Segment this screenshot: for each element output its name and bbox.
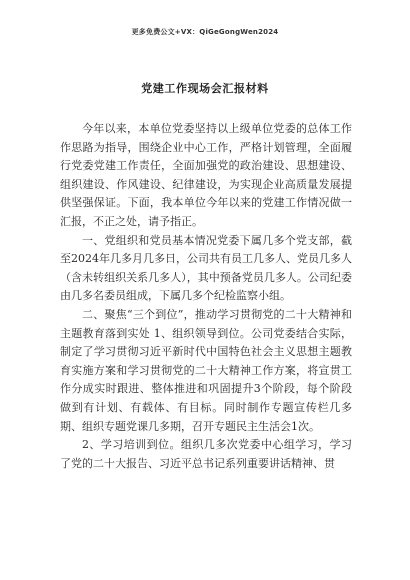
paragraph-intro: 今年以来，本单位党委坚持以上级单位党委的总体工作作思路为指导，围绕企业中心工作，严格计划管理，全面履行党委党建工作责任，全面加强党的政治建设、思想建设、组织建设、作风建设、纪律建设，为实现企业高质量发展提供坚强保证。下面，我本单位今年以来的党建工作情况做一汇报，不正之处，请予指正。 <box>60 122 352 228</box>
paragraph-section-2: 二、聚焦“三个到位”，推动学习贯彻党的二十大精神和主题教育落到实处 1、组织领导到位。公司党委结合实际，制定了学习贯彻习近平新时代中国特色社会主义思想主题教育实施方案和学习贯彻党的二十大精神工作方案，将宣贯工作分成实时跟进、整体推进和巩固提升3个阶段，每个阶段做到有计划、有载体、有目标。同时制作专题宣传栏几多期、组织专题党课几多期，召开专题民主生活会1次。 <box>60 307 352 433</box>
document-title: 党建工作现场会汇报材料 <box>141 82 269 95</box>
paragraph-section-1: 一、党组织和党员基本情况党委下属几多个党支部，截至2024年几多月几多日，公司共有员工几多人、党员几多人（含未转组织关系几多人），其中预备党员几多人。公司纪委由几多名委员组成，下属几多个纪检监察小组。 <box>60 233 352 303</box>
document-body <box>60 120 352 473</box>
paragraph-section-2-item-2: 2、学习培训到位。组织几多次党委中心组学习，学习了党的二十大报告、习近平总书记系列重要讲话精神、贯 <box>60 438 352 470</box>
header-note: 更多免费公文+VX：QiGeGongWen2024 <box>131 28 279 36</box>
